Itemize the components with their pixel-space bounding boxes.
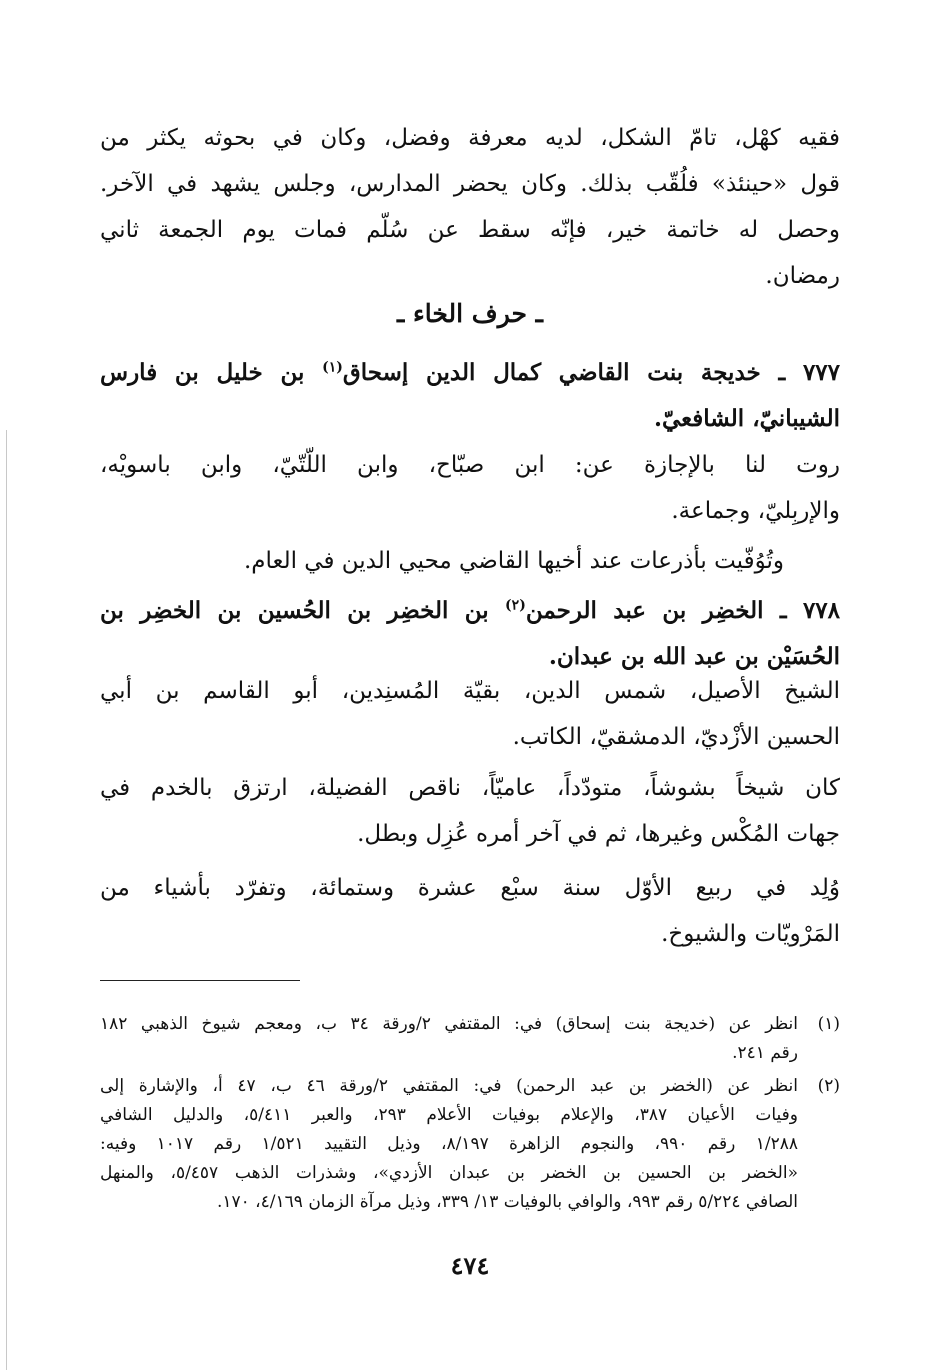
text-line: قول «حينئذ» فلُقّب بذلك. وكان يحضر المدارس، وجلس يشهد في الآخر. (100, 171, 840, 197)
text-line: والإربِليّ، وجماعة. (671, 498, 840, 524)
entry-heading-line: الشيبانيّ، الشافعيّ. (654, 405, 840, 432)
footnote-line: «الخضر بن الحسين بن الخضر بن عبدان الأزدي»، وشذرات الذهب ٥/٤٥٧، والمنهل (100, 1163, 798, 1183)
entry-heading-text: بن خليل بن فارس (100, 359, 305, 386)
entry-778-paragraph-1 (100, 668, 840, 760)
section-title: ـ حرف الخاء ـ (397, 299, 543, 328)
footnote-marker: (١) (322, 359, 343, 376)
footnote-number: (١) (817, 1014, 840, 1034)
text-line: وتُوُفّيت بأذرعات عند أخيها القاضي محيي الدين في العام. (243, 548, 784, 574)
scan-edge-line (6, 430, 7, 1370)
footnote-line: ١/٢٨٨ رقم ٩٩٠، والنجوم الزاهرة ٨/١٩٧، وذيل التقييد ١/٥٢١ رقم ١٠١٧ وفيه: (100, 1134, 798, 1154)
entry-heading-line (100, 350, 840, 396)
footnote-line: انظر عن (خديجة بنت إسحاق) في: المقتفي ٢/ورقة ٣٤ ب، ومعجم شيوخ الذهبي ١٨٢ (100, 1014, 798, 1034)
text-line: المَرْويّات والشيوخ. (661, 921, 840, 947)
footnote-1 (100, 1010, 840, 1068)
entry-778-paragraph-3 (100, 865, 840, 957)
footnote-line: رقم ٢٤١. (732, 1043, 798, 1063)
footnote-number: (٢) (817, 1076, 840, 1096)
footnote-line: وفيات الأعيان ٣٨٧، والإعلام بوفيات الأعلام ٢٩٣، والعبر ٥/٤١١، والدليل الشافي (100, 1105, 798, 1125)
text-line: فقيه كهْل، تامّ الشكل، لديه معرفة وفضل، وكان في بحوثه يكثر من (100, 125, 840, 151)
entry-heading-line: الحُسَيْن بن عبد الله بن عبدان. (548, 643, 840, 670)
footnote-line: انظر عن (الخضر بن عبد الرحمن) في: المقتفي ٢/ورقة ٤٦ ب، ٤٧ أ، والإشارة إلى (100, 1076, 798, 1096)
text-line: رمضان. (765, 263, 840, 289)
text-line: الشيخ الأصيل، شمس الدين، بقيّة المُسنِدين، أبو القاسم بن أبي (100, 678, 840, 704)
entry-heading-text: بن الخضِر بن الحُسين بن الخضِر بن (100, 597, 489, 624)
text-line: جهات المُكْس وغيرها، ثم في آخر أمره عُزِل وبطل. (357, 821, 840, 847)
page-number: ٤٧٤ (450, 1251, 490, 1280)
text-line: الحسين الأزْديّ، الدمشقيّ، الكاتب. (512, 724, 840, 750)
footnote-line: الصافي ٥/٢٢٤ رقم ٩٩٣، والوافي بالوفيات ١٣/ ٣٣٩، وذيل مرآة الزمان ٤/١٦٩، ١٧٠. (216, 1192, 798, 1212)
entry-777-heading (100, 350, 840, 442)
text-line: وحصل له خاتمة خير، فإنّه سقط عن سُلّم فمات يوم الجمعة ثاني (100, 217, 840, 243)
entry-heading-line (100, 588, 840, 634)
entry-777-paragraph-2 (100, 538, 840, 584)
footnote-marker: (٢) (505, 597, 526, 614)
entry-heading-text: ٧٧٨ ـ الخضِر بن عبد الرحمن (525, 597, 840, 624)
intro-paragraph (100, 115, 840, 299)
footnote-separator (100, 980, 300, 981)
entry-778-heading (100, 588, 840, 680)
text-line: روت لنا بالإجازة عن: ابن صبّاح، وابن اللّتّيّ، وابن باسويْه، (100, 452, 840, 478)
entry-heading-text: ٧٧٧ ـ خديجة بنت القاضي كمال الدين إسحاق (342, 359, 840, 386)
footnote-2 (100, 1072, 840, 1217)
entry-777-paragraph-1 (100, 442, 840, 534)
text-line: كان شيخاً بشوشاً، متودّداً، عاميّاً، ناقص الفضيلة، ارتزق بالخدم في (100, 775, 840, 801)
text-line: وُلِد في ربيع الأوّل سنة سبْع عشرة وستمائة، وتفرّد بأشياء من (100, 875, 840, 901)
entry-778-paragraph-2 (100, 765, 840, 857)
